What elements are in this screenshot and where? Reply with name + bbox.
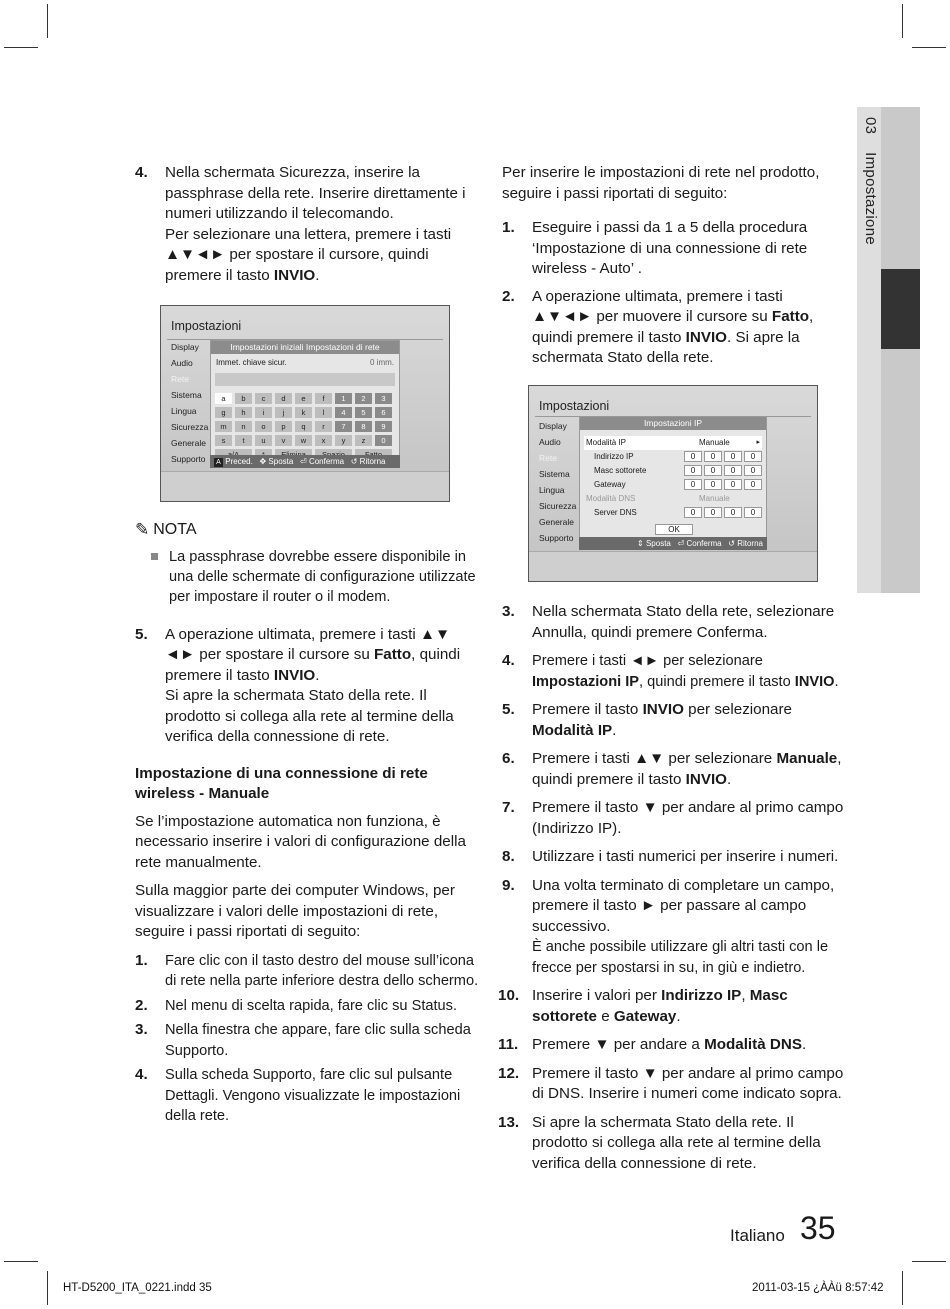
security-screen bbox=[160, 305, 450, 502]
key[interactable]: f bbox=[315, 393, 332, 404]
key[interactable]: 8 bbox=[355, 421, 372, 432]
mask-octet-field[interactable]: 0 bbox=[724, 465, 742, 476]
key[interactable]: 7 bbox=[335, 421, 352, 432]
mask-octet-field[interactable]: 0 bbox=[704, 465, 722, 476]
screen-title: Impostazioni bbox=[539, 399, 610, 413]
menu-item[interactable]: Supporto bbox=[171, 454, 206, 464]
key[interactable]: h bbox=[235, 407, 252, 418]
panel-title: Impostazioni iniziali Impostazioni di rete bbox=[211, 341, 399, 354]
ip-address-row: Indirizzo IP 0 0 0 0 bbox=[584, 450, 762, 464]
step-5: 5. Premere il tasto INVIO per selezionare Modalità IP. bbox=[502, 701, 793, 739]
move-icon: ✥ bbox=[259, 457, 267, 466]
step-5: 5. A operazione ultimata, premere i tasti ▲▼ ◄► per spostare il cursore su Fatto, quindi premere il tasto INVIO. Si apre la schermata Stato della rete. Il prodotto si collega alla rete al termine della verifica della connessione di rete. bbox=[135, 625, 461, 745]
gateway-octet-field[interactable]: 0 bbox=[684, 479, 702, 490]
key[interactable]: k bbox=[295, 407, 312, 418]
crop-mark bbox=[47, 4, 48, 38]
key[interactable]: u bbox=[255, 435, 272, 446]
substep-4: 4. Sulla scheda Supporto, fare clic sul pulsante Dettagli. Vengono visualizzate le impostazioni della rete. bbox=[135, 1066, 461, 1124]
step-1: 1. Eseguire i passi da 1 a 5 della procedura ‘Impostazione di una connessione di rete wireless - Auto’ . bbox=[502, 219, 808, 277]
screen-footer: ⇕ Sposta ⏎ Conferma ↺ Ritorna bbox=[579, 537, 767, 550]
paragraph: Sulla maggior parte dei computer Windows, per visualizzare i valori delle impostazioni di rete, seguire i passi riportati di seguito: bbox=[135, 882, 455, 940]
confirm-icon: ⏎ bbox=[677, 539, 685, 548]
step-13: 13. Si apre la schermata Stato della rete. Il prodotto si collega alla rete al termine della verifica della connessione di rete. bbox=[498, 1113, 821, 1172]
key-row bbox=[215, 435, 392, 446]
panel-title: Impostazioni IP bbox=[580, 417, 766, 430]
note-block bbox=[135, 520, 480, 607]
step-6: 6. Premere i tasti ▲▼ per selezionare Manuale, quindi premere il tasto INVIO. bbox=[502, 750, 842, 788]
return-icon: ↺ bbox=[350, 457, 358, 466]
key[interactable]: 5 bbox=[355, 407, 372, 418]
paragraph: Per inserire le impostazioni di rete nel prodotto, seguire i passi riportati di seguito: bbox=[502, 164, 820, 202]
bullet-icon bbox=[151, 553, 158, 560]
note-item: La passphrase dovrebbe essere disponibile in una delle schermate di configurazione utilizzate per impostare il router o il modem. bbox=[135, 547, 480, 607]
key[interactable]: 3 bbox=[375, 393, 392, 404]
step-4: 4. Premere i tasti ◄► per selezionare Impostazioni IP, quindi premere il tasto INVIO. bbox=[502, 652, 839, 690]
field-label: Immet. chiave sicur. bbox=[216, 358, 287, 367]
key-row bbox=[215, 407, 392, 418]
menu-item[interactable]: Sicurezza bbox=[171, 422, 209, 432]
print-file-info: HT-D5200_ITA_0221.indd 35 bbox=[63, 1282, 212, 1294]
note-heading: ✎ NOTA bbox=[135, 520, 197, 539]
passphrase-input[interactable] bbox=[215, 373, 395, 386]
step-3: 3. Nella schermata Stato della rete, selezionare Annulla, quindi premere Conferma. bbox=[502, 603, 835, 641]
menu-item[interactable]: Rete bbox=[539, 453, 557, 463]
key[interactable]: o bbox=[255, 421, 272, 432]
mask-octet-field[interactable]: 0 bbox=[744, 465, 762, 476]
menu-item[interactable]: Generale bbox=[539, 517, 574, 527]
screen-title: Impostazioni bbox=[171, 319, 242, 333]
menu-item[interactable]: Audio bbox=[539, 437, 561, 447]
substep-2: 2. Nel menu di scelta rapida, fare clic su Status. bbox=[135, 996, 458, 1014]
ip-octet-field[interactable]: 0 bbox=[704, 451, 722, 462]
menu-item[interactable]: Generale bbox=[171, 438, 206, 448]
chapter-marker bbox=[881, 269, 920, 349]
key[interactable]: t bbox=[235, 435, 252, 446]
step-8: 8. Utilizzare i tasti numerici per inserire i numeri. bbox=[502, 848, 839, 865]
key[interactable]: s bbox=[215, 435, 232, 446]
key[interactable]: 0 bbox=[375, 435, 392, 446]
substep-3: 3. Nella finestra che appare, fare clic sulla scheda Supporto. bbox=[135, 1021, 471, 1059]
crop-mark bbox=[912, 47, 946, 48]
section-heading: Impostazione di una connessione di rete wireless - Manuale bbox=[135, 764, 428, 802]
crop-mark bbox=[912, 1261, 946, 1262]
menu-item[interactable]: Lingua bbox=[539, 485, 565, 495]
menu-item[interactable]: Supporto bbox=[539, 533, 574, 543]
key[interactable]: b bbox=[235, 393, 252, 404]
dns-octet-field[interactable]: 0 bbox=[724, 507, 742, 518]
gateway-octet-field[interactable]: 0 bbox=[724, 479, 742, 490]
chevron-right-icon: ▸ bbox=[756, 439, 760, 446]
gateway-row: Gateway 0 0 0 0 bbox=[584, 478, 762, 492]
field-count: 0 imm. bbox=[370, 358, 394, 367]
step-4: 4. Nella schermata Sicurezza, inserire la passphrase della rete. Inserire direttamente i numeri utilizzando il telecomando. Per selezionare una lettera, premere i tasti ▲▼◄► per spostare il cursore, quindi premere il tasto INVIO. bbox=[135, 164, 466, 284]
key[interactable]: 1 bbox=[335, 393, 352, 404]
dns-octet-field[interactable]: 0 bbox=[704, 507, 722, 518]
pencil-icon: ✎ bbox=[135, 520, 150, 539]
key[interactable]: d bbox=[275, 393, 292, 404]
key[interactable]: 4 bbox=[335, 407, 352, 418]
key[interactable]: 9 bbox=[375, 421, 392, 432]
step-12: 12. Premere il tasto ▼ per andare al primo campo di DNS. Inserire i numeri come indicato sopra. bbox=[498, 1064, 844, 1102]
key[interactable]: y bbox=[335, 435, 352, 446]
key[interactable]: c bbox=[255, 393, 272, 404]
settings-menu bbox=[171, 339, 208, 467]
ip-octet-field[interactable]: 0 bbox=[684, 451, 702, 462]
dns-mode-row[interactable]: Modalità DNS Manuale bbox=[586, 494, 730, 503]
right-column-lower bbox=[498, 602, 847, 1182]
page-number: 35 bbox=[800, 1210, 836, 1246]
paragraph: Se l’impostazione automatica non funziona, è necessario inserire i valori di configurazione della rete manualmente. bbox=[135, 812, 466, 871]
key[interactable]: j bbox=[275, 407, 292, 418]
gateway-octet-field[interactable]: 0 bbox=[744, 479, 762, 490]
crop-mark bbox=[902, 1271, 903, 1305]
confirm-icon: ⏎ bbox=[300, 457, 307, 466]
key[interactable]: v bbox=[275, 435, 292, 446]
key-row bbox=[215, 421, 392, 432]
menu-item[interactable]: Sicurezza bbox=[539, 501, 577, 511]
step-11: 11. Premere ▼ per andare a Modalità DNS. bbox=[498, 1036, 807, 1053]
screen-footer: A Preced. ✥ Sposta ⏎ Conferma ↺ Ritorna bbox=[210, 455, 400, 468]
key[interactable]: 2 bbox=[355, 393, 372, 404]
ip-octet-field[interactable]: 0 bbox=[724, 451, 742, 462]
substep-1: 1. Fare clic con il tasto destro del mouse sull’icona di rete nella parte inferiore destra dello schermo. bbox=[135, 951, 479, 989]
dns-octet-field[interactable]: 0 bbox=[684, 507, 702, 518]
step-2: 2. A operazione ultimata, premere i tasti ▲▼◄► per muovere il cursore su Fatto, quindi premere il tasto INVIO. Si apre la schermata Stato della rete. bbox=[502, 287, 814, 366]
settings-menu bbox=[539, 418, 576, 546]
step-10: 10. Inserire i valori per Indirizzo IP, Masc sottorete e Gateway. bbox=[498, 987, 788, 1025]
dns-server-row: Server DNS 0 0 0 0 bbox=[584, 506, 762, 520]
key[interactable]: 6 bbox=[375, 407, 392, 418]
page-language: Italiano bbox=[730, 1226, 785, 1245]
menu-item[interactable]: Rete bbox=[171, 374, 189, 384]
crop-mark bbox=[902, 4, 903, 38]
key[interactable]: a bbox=[215, 393, 232, 404]
key[interactable]: e bbox=[295, 393, 312, 404]
crop-mark bbox=[4, 47, 38, 48]
left-column bbox=[135, 163, 480, 294]
key[interactable]: p bbox=[275, 421, 292, 432]
key[interactable]: q bbox=[295, 421, 312, 432]
key[interactable]: n bbox=[235, 421, 252, 432]
key-row bbox=[215, 393, 392, 404]
key[interactable]: i bbox=[255, 407, 272, 418]
key[interactable]: z bbox=[355, 435, 372, 446]
crop-mark bbox=[4, 1261, 38, 1262]
menu-item[interactable]: Lingua bbox=[171, 406, 197, 416]
on-screen-keyboard bbox=[215, 393, 392, 463]
right-column bbox=[502, 163, 847, 377]
keyboard-panel bbox=[210, 340, 400, 468]
ip-octet-field[interactable]: 0 bbox=[744, 451, 762, 462]
step-7: 7. Premere il tasto ▼ per andare al primo campo (Indirizzo IP). bbox=[502, 799, 844, 837]
key[interactable]: l bbox=[315, 407, 332, 418]
ip-settings-screen bbox=[528, 385, 818, 582]
key[interactable]: g bbox=[215, 407, 232, 418]
key[interactable]: x bbox=[315, 435, 332, 446]
menu-item[interactable]: Display bbox=[539, 421, 567, 431]
key[interactable]: r bbox=[315, 421, 332, 432]
key[interactable]: m bbox=[215, 421, 232, 432]
ok-button[interactable]: OK bbox=[655, 524, 693, 535]
a-button-icon: A bbox=[214, 458, 223, 467]
chapter-label: 03 Impostazione bbox=[862, 117, 879, 245]
ip-mode-value: Manuale bbox=[699, 438, 730, 447]
return-icon: ↺ bbox=[728, 539, 735, 548]
subnet-mask-row: Masc sottorete 0 0 0 0 bbox=[584, 464, 762, 478]
menu-item[interactable]: Sistema bbox=[171, 390, 202, 400]
gateway-octet-field[interactable]: 0 bbox=[704, 479, 722, 490]
dns-octet-field[interactable]: 0 bbox=[744, 507, 762, 518]
menu-item[interactable]: Audio bbox=[171, 358, 193, 368]
menu-item[interactable]: Display bbox=[171, 342, 199, 352]
key[interactable]: w bbox=[295, 435, 312, 446]
step-9: 9. Una volta terminato di completare un campo, premere il tasto ► per passare al campo successivo. È anche possibile utilizzare gli altri tasti con le frecce per spostarsi in su, in giù e indietro. bbox=[502, 876, 835, 976]
ip-mode-row[interactable]: Modalità IP Manuale ▸ bbox=[584, 436, 762, 450]
up-down-icon: ⇕ bbox=[637, 539, 644, 548]
left-column-lower bbox=[135, 520, 480, 1131]
ip-panel bbox=[579, 416, 767, 538]
print-timestamp: 2011-03-15 ¿ÀÀü 8:57:42 bbox=[752, 1282, 884, 1294]
menu-item[interactable]: Sistema bbox=[539, 469, 570, 479]
crop-mark bbox=[47, 1271, 48, 1305]
mask-octet-field[interactable]: 0 bbox=[684, 465, 702, 476]
